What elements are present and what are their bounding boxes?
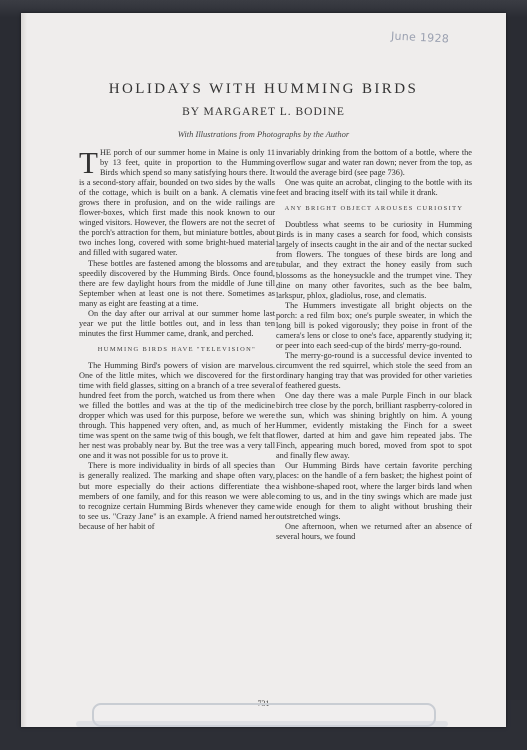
paragraph: The Hummers investigate all bright objects on the porch: a red film box; one's purple sweater, in which the long bill is poked vigorously; they poise in front of the camera's lens or close to one's face, apparently studying it; or peer into each seed-cup of the birds' merry-go-round. xyxy=(276,300,472,350)
document-page xyxy=(21,13,506,727)
paragraph: invariably drinking from the bottom of a bottle, where the overflow sugar and water ran down; never from the top, as would the average bird (see page 736). xyxy=(276,148,472,178)
paragraph: One was quite an acrobat, clinging to the bottle with its feet and bracing itself with its tail while it drank. xyxy=(276,178,472,198)
handwritten-date-annotation: June 1928 xyxy=(390,29,450,46)
article-title: HOLIDAYS WITH HUMMING BIRDS xyxy=(108,81,419,97)
paragraph xyxy=(79,145,275,259)
display-stand-base xyxy=(76,721,448,727)
paragraph: There is more individuality in birds of all species than is generally realized. The marking and shape often vary, but more especially do their actions differentiate the members of one family, and for this reason we were able to recognize certain Humming Birds whenever they came to see us. "Crazy Jane" is an example. A friend named her because of her habit of xyxy=(79,461,275,531)
illustrations-credit: With Illustrations from Photographs by the Author xyxy=(177,129,350,139)
paragraph: On the day after our arrival at our summer home last year we put the little bottles out, and in less than ten minutes the first Hummer came, drank, and perched. xyxy=(79,308,275,338)
right-column xyxy=(276,148,472,542)
drop-cap: T xyxy=(79,145,98,180)
paragraph: One afternoon, when we returned after an absence of several hours, we found xyxy=(276,521,472,541)
paragraph: One day there was a male Purple Finch in our black birch tree close by the porch, brilliant raspberry-colored in the sun, which was shining brightly on him. A young Hummer, evidently mistaking the Finch for a sweet flower, darted at him and gave him repeated jabs. The Finch, appearing much bored, moved from spot to spot and finally flew away. xyxy=(276,391,472,461)
paragraph-text: HE porch of our summer home in Maine is only 11 by 13 feet, quite in proportion to the Humming Birds which spend so many satisfying hours there. It is a second-story affair, bounded on two sides by the walls of the cottage, which is built on a bank. A clematis vine grows there in profusion, and on the wide railings are flower-boxes, which first made this nook known to our winged visitors. However, the flowers are not the secret of the porch's attraction for them, but miniature bottles, about two inches long, covered with some bright-hued material and filled with sugared water. xyxy=(79,148,275,258)
paragraph: The Humming Bird's powers of vision are marvelous. One of the little mites, which we discovered for the first time with field glasses, sitting on a branch of a tree several hundred feet from the porch, watched us from there when we filled the bottles and was at the tip of the medicine dropper which was used for this purpose, before we were through. This happened very often, and, as much of her time was spent on the same twig of this bough, we felt that her nest was probably near by. But the tree was a very tall one and it was not possible for us to prove it. xyxy=(79,360,275,461)
paragraph: The merry-go-round is a successful device invented to circumvent the red squirrel, which stole the seed from an ordinary hanging tray that was provided for other varieties of feathered guests. xyxy=(276,350,472,391)
article-byline: BY MARGARET L. BODINE xyxy=(182,106,345,118)
left-column xyxy=(79,145,275,532)
page-number: 731 xyxy=(257,699,270,708)
section-heading: ANY BRIGHT OBJECT AROUSES CURIOSITY xyxy=(284,205,464,213)
paragraph: Our Humming Birds have certain favorite perching places: on the handle of a fern basket; the highest point of a wishbone-shaped root, where the larger birds land when coming to us, and in the tiny swings which are made just wide enough for them to alight without brushing their outstretched wings. xyxy=(276,461,472,521)
section-heading: HUMMING BIRDS HAVE "TELEVISION" xyxy=(97,345,257,353)
paragraph: These bottles are fastened among the blossoms and are speedily discovered by the Humming Birds. Once found, there are few daylight hours from the middle of June till September when at least one is not there. Sometimes as many as eight are feasting at a time. xyxy=(79,258,275,308)
paragraph: Doubtless what seems to be curiosity in Humming Birds is in many cases a search for food, which consists largely of insects caught in the air and of the nectar sucked from flowers. The tongues of these birds are long and tubular, and they extract the honey easily from such blossoms as the honeysuckle and the trumpet vine. They dine on many other favorites, such as the bee balm, larkspur, phlox, gladiolus, rose, and clematis. xyxy=(276,220,472,300)
